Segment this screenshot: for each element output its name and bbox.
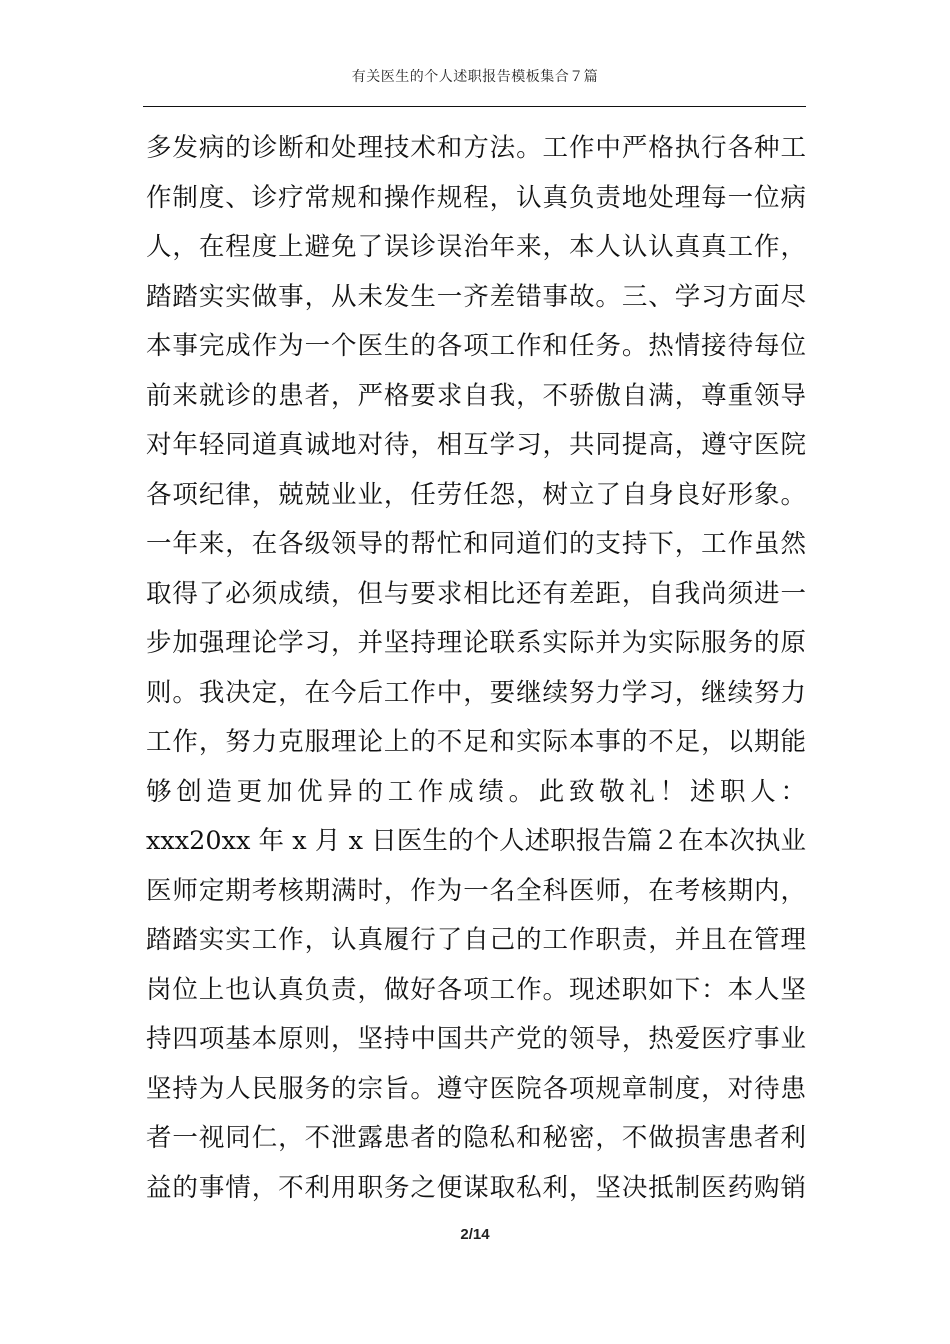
text-line: 工作，努力克服理论上的不足和实际本事的不足，以期能 <box>146 727 806 757</box>
header-divider <box>143 106 806 107</box>
text-line: 者一视同仁，不泄露患者的隐私和秘密，不做损害患者利 <box>146 1123 806 1153</box>
text-line: 对年轻同道真诚地对待，相互学习，共同提高，遵守医院 <box>146 430 806 460</box>
text-line: 医师定期考核期满时，作为一名全科医师，在考核期内， <box>146 875 806 906</box>
text-line: 取得了必须成绩，但与要求相比还有差距，自我尚须进一 <box>146 578 806 609</box>
text-line: 多发病的诊断和处理技术和方法。工作中严格执行各种工 <box>146 133 806 163</box>
text-line: 步加强理论学习，并坚持理论联系实际并为实际服务的原 <box>146 628 806 658</box>
text-line: 持四项基本原则，坚持中国共产党的领导，热爱医疗事业 <box>146 1024 806 1054</box>
text-line: 作制度、诊疗常规和操作规程，认真负责地处理每一位病 <box>146 182 806 213</box>
text-line: 踏踏实实工作，认真履行了自己的工作职责，并且在管理 <box>146 925 806 955</box>
text-line: 踏踏实实做事，从未发生一齐差错事故。三、学习方面尽 <box>146 281 806 312</box>
text-line: 各项纪律，兢兢业业，任劳任怨，树立了自身良好形象。 <box>146 479 806 510</box>
text-line: xxx20xx 年 x 月 x 日医生的个人述职报告篇２在本次执业 <box>146 826 806 856</box>
page-number: 2/14 <box>460 1226 490 1243</box>
running-header-title: 有关医生的个人述职报告模板集合７篇 <box>351 69 599 85</box>
text-line: 一年来，在各级领导的帮忙和同道们的支持下，工作虽然 <box>146 529 806 559</box>
text-line: 够创造更加优异的工作成绩。此致敬礼！述职人： <box>146 776 806 807</box>
text-line: 岗位上也认真负责，做好各项工作。现述职如下：本人坚 <box>146 974 806 1005</box>
text-line: 人，在程度上避免了误诊误治年来，本人认认真真工作， <box>146 232 806 262</box>
text-line: 本事完成作为一个医生的各项工作和任务。热情接待每位 <box>146 331 806 361</box>
text-line: 则。我决定，在今后工作中，要继续努力学习，继续努力 <box>146 677 806 708</box>
text-line: 坚持为人民服务的宗旨。遵守医院各项规章制度，对待患 <box>146 1073 806 1104</box>
text-line: 益的事情，不利用职务之便谋取私利，坚决抵制医药购销 <box>146 1172 806 1203</box>
text-line: 前来就诊的患者，严格要求自我，不骄傲自满，尊重领导 <box>146 380 806 411</box>
body-text <box>146 124 806 1213</box>
